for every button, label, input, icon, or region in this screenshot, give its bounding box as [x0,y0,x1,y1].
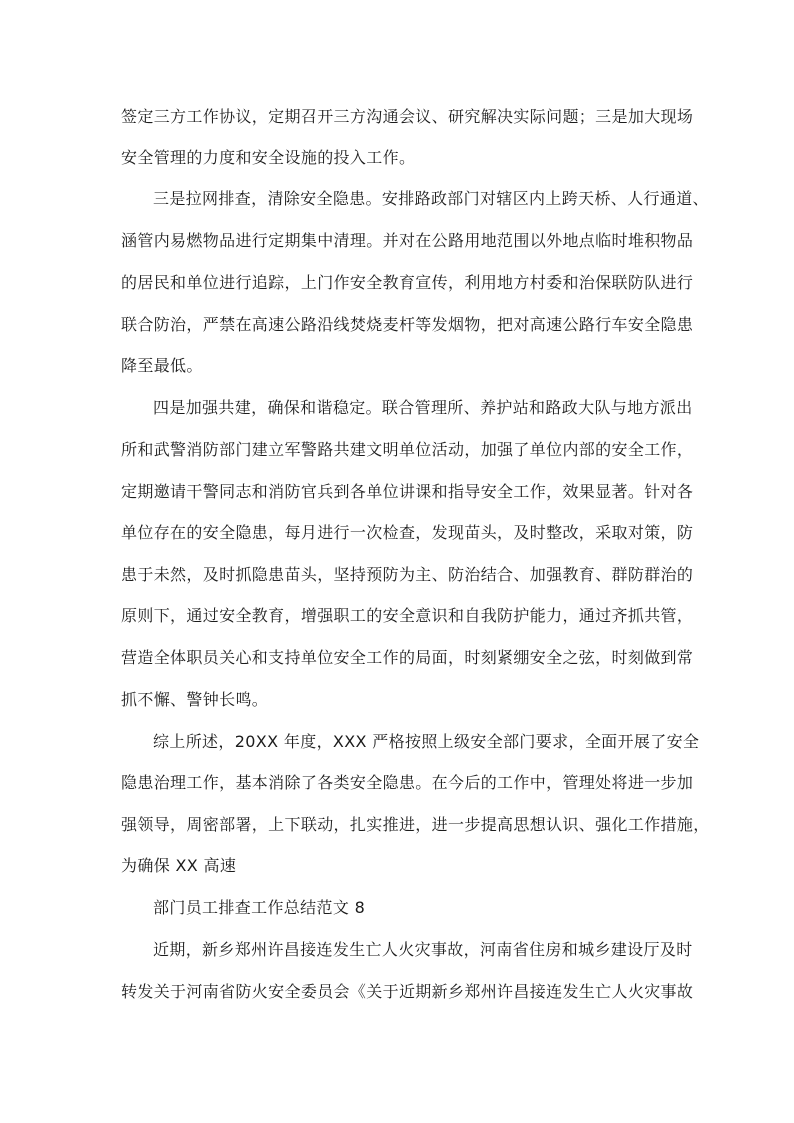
text-line: 原则下，通过安全教育，增强职工的安全意识和自我防护能力，通过齐抓共管， [121,606,694,625]
paragraph-start-line: 三是拉网排查，清除安全隐患。安排路政部门对辖区内上跨天桥、人行通道、 [153,189,709,208]
text-line: 的居民和单位进行追踪，上门作安全教育宣传，利用地方村委和治保联防队进行 [121,273,694,292]
text-line: 签定三方工作协议，定期召开三方沟通会议、研究解决实际问题；三是加大现场 [121,107,694,126]
text-line: 定期邀请干警同志和消防官兵到各单位讲课和指导安全工作，效果显著。针对各 [121,482,694,501]
text-line: 隐患治理工作，基本消除了各类安全隐患。在今后的工作中，管理处将进一步加 [121,773,694,792]
text-line: 转发关于河南省防火安全委员会《关于近期新乡郑州许昌接连发生亡人火灾事故 [121,982,694,1001]
paragraph-start-line: 四是加强共建，确保和谐稳定。联合管理所、养护站和路政大队与地方派出 [153,398,693,417]
text-line: 联合防治，严禁在高速公路沿线焚烧麦杆等发烟物，把对高速公路行车安全隐患 [121,315,694,334]
text-line: 降至最低。 [121,356,203,375]
text-line: 患于未然，及时抓隐患苗头，坚持预防为主、防治结合、加强教育、群防群治的 [121,565,694,584]
text-line: 为确保 XX 高速 [121,856,237,875]
text-line: 抓不懈、警钟长鸣。 [121,690,269,709]
text-line: 单位存在的安全隐患，每月进行一次检查，发现苗头，及时整改，采取对策，防 [121,523,694,542]
paragraph-start-line: 综上所述，20XX 年度，XXX 严格按照上级安全部门要求，全面开展了安全 [153,732,700,751]
text-line: 涵管内易燃物品进行定期集中清理。并对在公路用地范围以外地点临时堆积物品 [121,231,694,250]
text-line: 强领导，周密部署，上下联动，扎实推进，进一步提高思想认识、强化工作措施， [121,815,710,834]
section-heading: 部门员工排查工作总结范文 8 [153,898,366,917]
text-line: 所和武警消防部门建立军警路共建文明单位活动，加强了单位内部的安全工作， [121,440,694,459]
paragraph-start-line: 近期，新乡郑州许昌接连发生亡人火灾事故，河南省住房和城乡建设厅及时 [153,940,693,959]
text-line: 安全管理的力度和安全设施的投入工作。 [121,148,416,167]
text-line: 营造全体职员关心和支持单位安全工作的局面，时刻紧绷安全之弦，时刻做到常 [121,648,694,667]
